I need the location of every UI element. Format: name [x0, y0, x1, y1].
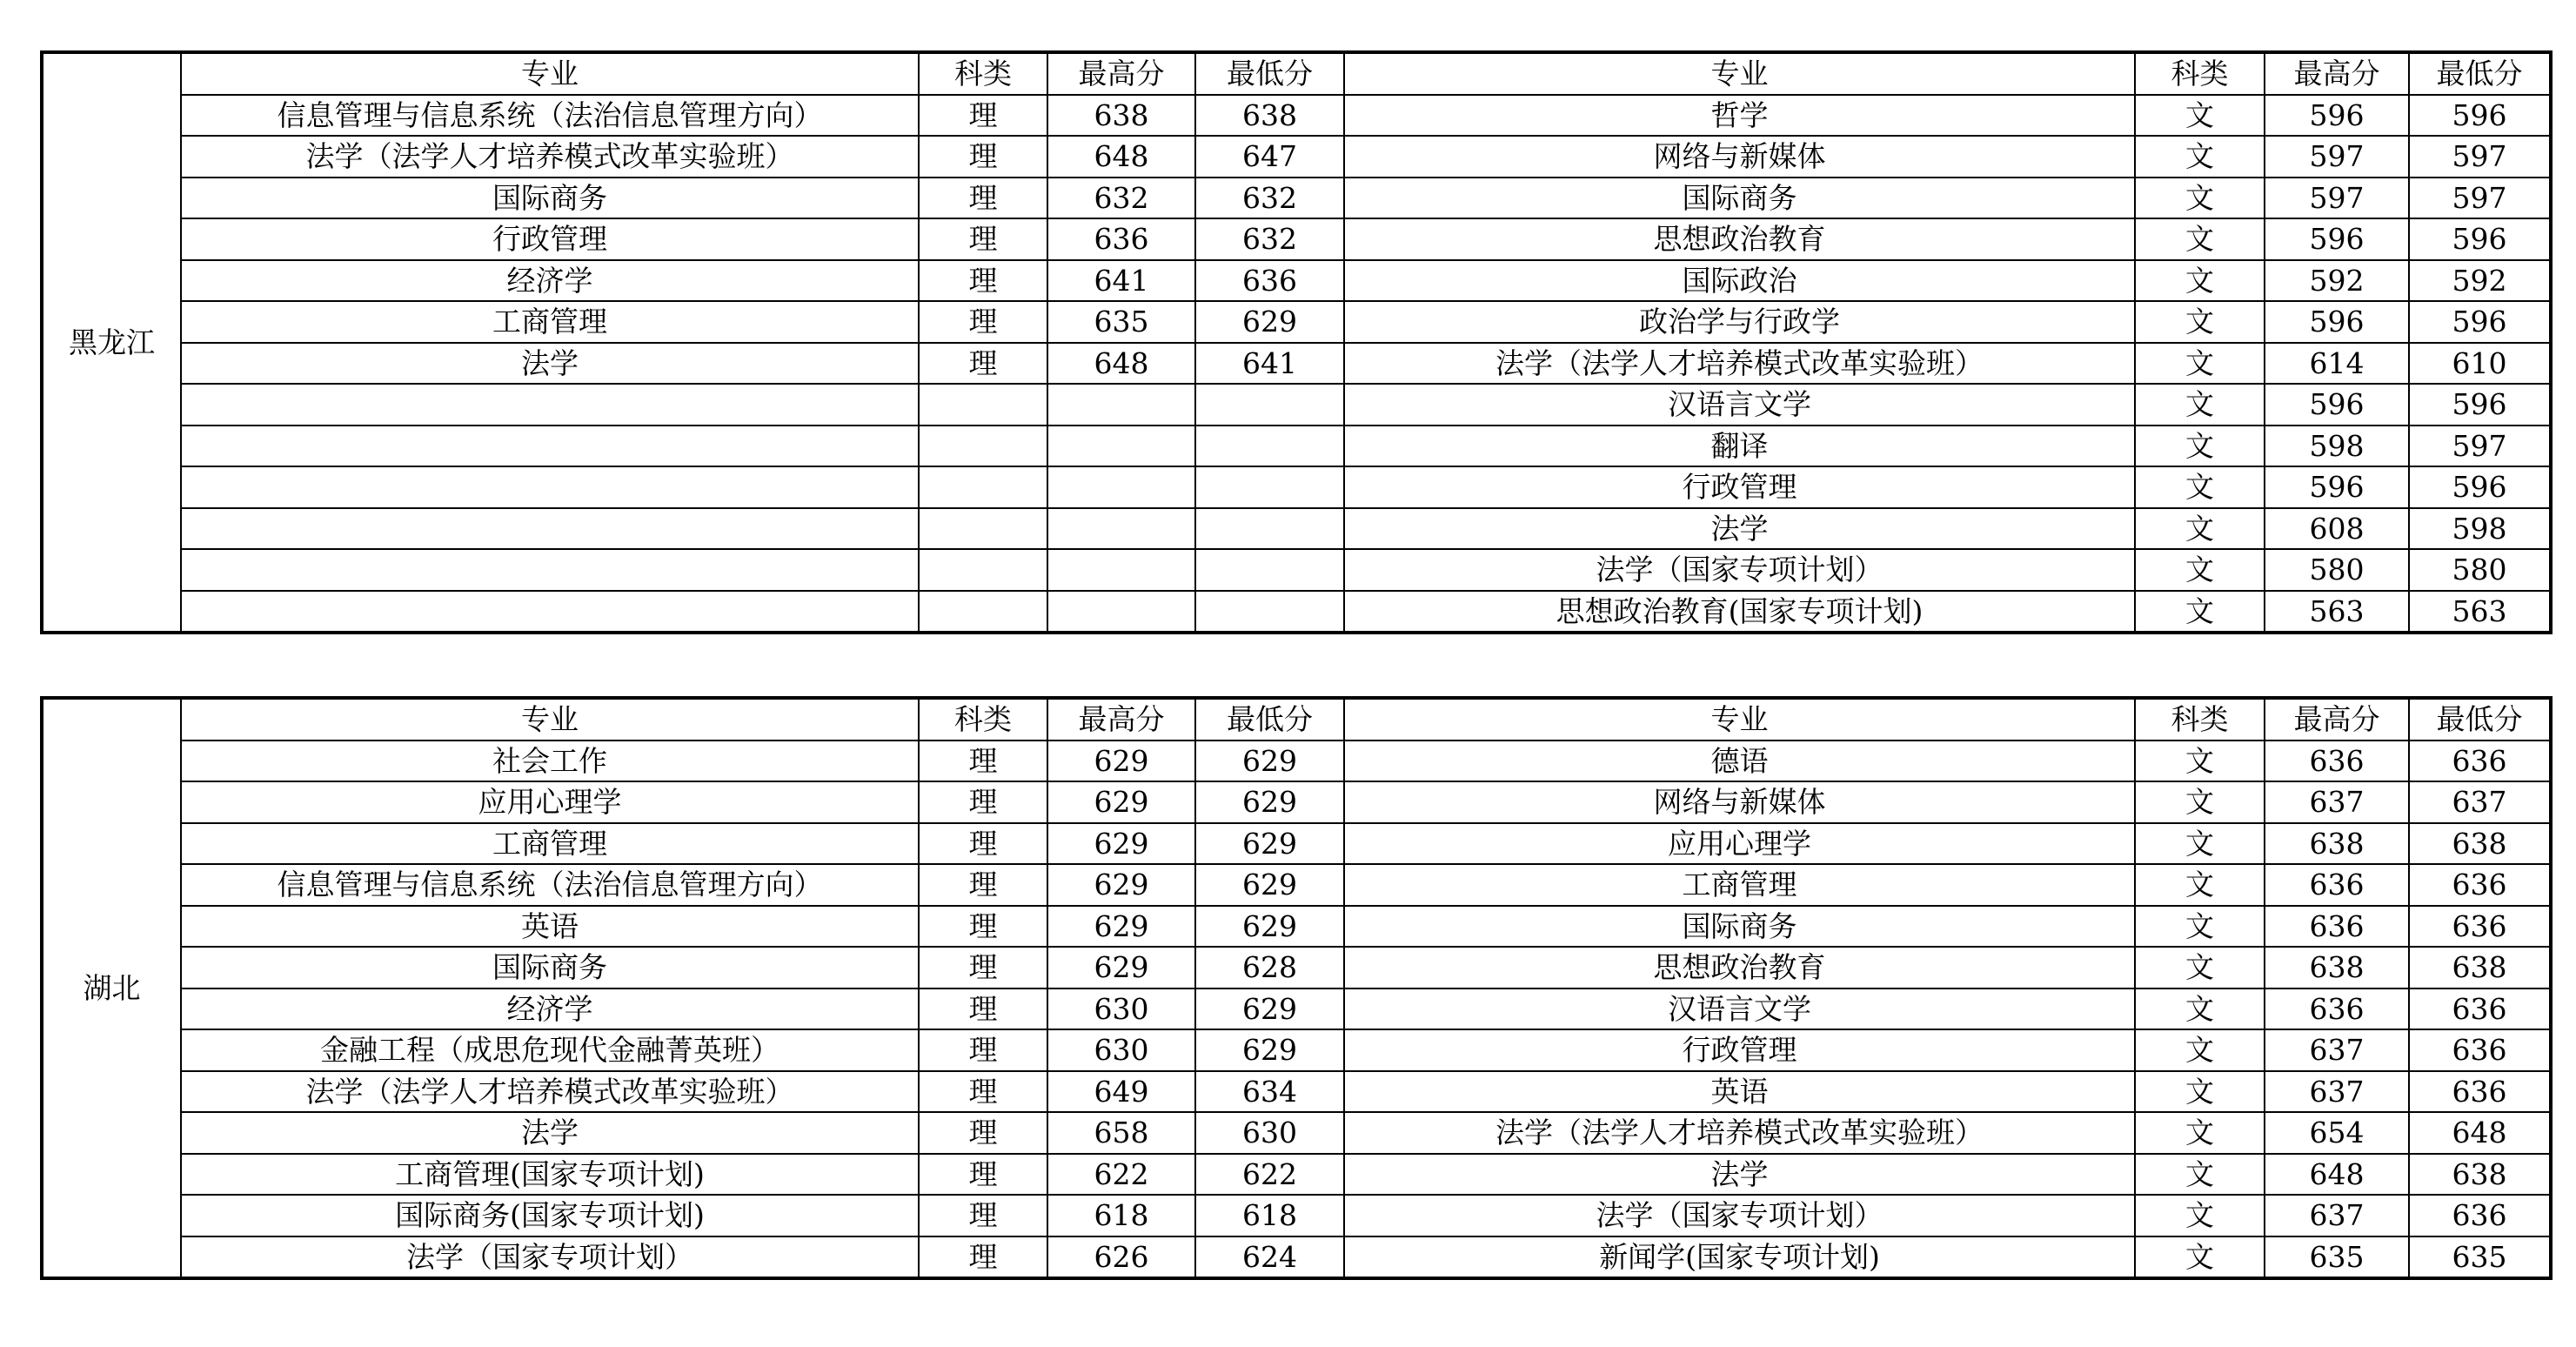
min-score-left-cell [1195, 466, 1344, 508]
max-score-left-cell: 629 [1047, 864, 1195, 906]
major-left-cell: 应用心理学 [181, 781, 919, 823]
major-right-cell: 法学（法学人才培养模式改革实验班） [1344, 343, 2135, 385]
table-row [42, 426, 2551, 467]
min-score-right-cell: 638 [2409, 823, 2551, 865]
table-row [42, 823, 2551, 865]
major-right-cell: 行政管理 [1344, 1029, 2135, 1071]
min-score-left-cell [1195, 426, 1344, 467]
major-right-cell: 政治学与行政学 [1344, 301, 2135, 343]
min-score-left-cell: 629 [1195, 301, 1344, 343]
max-score-left-cell: 629 [1047, 906, 1195, 948]
category-right-cell: 文 [2135, 947, 2265, 988]
min-score-left-cell: 634 [1195, 1071, 1344, 1113]
max-score-right-cell: 596 [2265, 301, 2409, 343]
max-score-left-cell [1047, 549, 1195, 591]
major-left-cell: 英语 [181, 906, 919, 948]
min-score-right-cell: 596 [2409, 95, 2551, 137]
max-score-left-cell: 635 [1047, 301, 1195, 343]
min-score-left-cell: 632 [1195, 178, 1344, 219]
max-score-right-cell: 648 [2265, 1154, 2409, 1196]
category-left-cell: 理 [919, 1236, 1047, 1279]
min-score-left-cell: 632 [1195, 218, 1344, 260]
header-min-score-right: 最低分 [2409, 698, 2551, 741]
max-score-left-cell: 648 [1047, 343, 1195, 385]
category-left-cell: 理 [919, 823, 1047, 865]
min-score-left-cell: 630 [1195, 1112, 1344, 1154]
table-row [42, 549, 2551, 591]
category-left-cell: 理 [919, 906, 1047, 948]
category-left-cell: 理 [919, 218, 1047, 260]
min-score-right-cell: 636 [2409, 906, 2551, 948]
category-left-cell: 理 [919, 1154, 1047, 1196]
major-left-cell: 法学（国家专项计划） [181, 1236, 919, 1279]
max-score-right-cell: 636 [2265, 741, 2409, 782]
major-right-cell: 思想政治教育(国家专项计划) [1344, 591, 2135, 633]
table-row [42, 1071, 2551, 1113]
max-score-left-cell [1047, 466, 1195, 508]
category-right-cell: 文 [2135, 741, 2265, 782]
max-score-left-cell: 641 [1047, 260, 1195, 302]
header-major-left: 专业 [181, 52, 919, 95]
min-score-right-cell: 563 [2409, 591, 2551, 633]
major-right-cell: 德语 [1344, 741, 2135, 782]
category-left-cell [919, 466, 1047, 508]
min-score-left-cell [1195, 591, 1344, 633]
table-row [42, 947, 2551, 988]
table-row [42, 1112, 2551, 1154]
category-right-cell: 文 [2135, 823, 2265, 865]
min-score-left-cell [1195, 549, 1344, 591]
category-left-cell: 理 [919, 260, 1047, 302]
header-max-score-left: 最高分 [1047, 698, 1195, 741]
category-right-cell: 文 [2135, 384, 2265, 426]
max-score-right-cell: 596 [2265, 95, 2409, 137]
table-row [42, 95, 2551, 137]
min-score-right-cell: 636 [2409, 1029, 2551, 1071]
category-left-cell: 理 [919, 741, 1047, 782]
header-max-score-right: 最高分 [2265, 52, 2409, 95]
table-row [42, 178, 2551, 219]
category-right-cell: 文 [2135, 1112, 2265, 1154]
major-right-cell: 英语 [1344, 1071, 2135, 1113]
category-right-cell: 文 [2135, 781, 2265, 823]
header-row [42, 698, 2551, 741]
header-min-score-left: 最低分 [1195, 52, 1344, 95]
min-score-right-cell: 596 [2409, 466, 2551, 508]
category-right-cell: 文 [2135, 988, 2265, 1030]
category-right-cell: 文 [2135, 260, 2265, 302]
max-score-right-cell: 592 [2265, 260, 2409, 302]
major-left-cell: 法学 [181, 343, 919, 385]
category-left-cell: 理 [919, 301, 1047, 343]
category-right-cell: 文 [2135, 343, 2265, 385]
max-score-left-cell: 629 [1047, 823, 1195, 865]
major-left-cell: 金融工程（成思危现代金融菁英班） [181, 1029, 919, 1071]
major-left-cell: 社会工作 [181, 741, 919, 782]
major-left-cell [181, 591, 919, 633]
category-left-cell: 理 [919, 988, 1047, 1030]
max-score-right-cell: 637 [2265, 1029, 2409, 1071]
max-score-right-cell: 638 [2265, 947, 2409, 988]
major-right-cell: 法学（国家专项计划） [1344, 549, 2135, 591]
score-table-heilongjiang [40, 50, 2553, 634]
category-right-cell: 文 [2135, 1236, 2265, 1279]
min-score-left-cell: 641 [1195, 343, 1344, 385]
category-right-cell: 文 [2135, 591, 2265, 633]
category-right-cell: 文 [2135, 218, 2265, 260]
max-score-left-cell [1047, 384, 1195, 426]
category-left-cell [919, 384, 1047, 426]
table-row [42, 1029, 2551, 1071]
major-right-cell: 应用心理学 [1344, 823, 2135, 865]
category-right-cell: 文 [2135, 508, 2265, 550]
major-left-cell: 国际商务(国家专项计划) [181, 1195, 919, 1236]
category-right-cell: 文 [2135, 864, 2265, 906]
max-score-right-cell: 636 [2265, 864, 2409, 906]
max-score-right-cell: 596 [2265, 218, 2409, 260]
min-score-left-cell: 618 [1195, 1195, 1344, 1236]
category-right-cell: 文 [2135, 1154, 2265, 1196]
min-score-left-cell: 629 [1195, 906, 1344, 948]
category-right-cell: 文 [2135, 136, 2265, 178]
major-left-cell: 国际商务 [181, 947, 919, 988]
max-score-left-cell: 658 [1047, 1112, 1195, 1154]
category-left-cell [919, 426, 1047, 467]
category-right-cell: 文 [2135, 549, 2265, 591]
table-row [42, 864, 2551, 906]
major-left-cell: 经济学 [181, 988, 919, 1030]
min-score-right-cell: 648 [2409, 1112, 2551, 1154]
header-row [42, 52, 2551, 95]
category-left-cell: 理 [919, 1195, 1047, 1236]
major-right-cell: 翻译 [1344, 426, 2135, 467]
major-left-cell [181, 384, 919, 426]
category-left-cell: 理 [919, 136, 1047, 178]
min-score-left-cell: 629 [1195, 781, 1344, 823]
category-left-cell: 理 [919, 781, 1047, 823]
min-score-left-cell [1195, 508, 1344, 550]
major-right-cell: 法学 [1344, 508, 2135, 550]
min-score-right-cell: 580 [2409, 549, 2551, 591]
major-right-cell: 国际商务 [1344, 178, 2135, 219]
header-max-score-right: 最高分 [2265, 698, 2409, 741]
major-left-cell [181, 426, 919, 467]
max-score-right-cell: 637 [2265, 1071, 2409, 1113]
max-score-left-cell: 636 [1047, 218, 1195, 260]
table-row [42, 218, 2551, 260]
table-row [42, 1236, 2551, 1279]
min-score-right-cell: 636 [2409, 741, 2551, 782]
min-score-right-cell: 610 [2409, 343, 2551, 385]
major-right-cell: 汉语言文学 [1344, 988, 2135, 1030]
major-right-cell: 法学 [1344, 1154, 2135, 1196]
category-right-cell: 文 [2135, 466, 2265, 508]
max-score-right-cell: 637 [2265, 781, 2409, 823]
max-score-left-cell: 630 [1047, 1029, 1195, 1071]
score-table-hubei [40, 696, 2553, 1280]
header-max-score-left: 最高分 [1047, 52, 1195, 95]
category-left-cell: 理 [919, 1112, 1047, 1154]
major-left-cell [181, 508, 919, 550]
category-right-cell: 文 [2135, 426, 2265, 467]
max-score-right-cell: 635 [2265, 1236, 2409, 1279]
major-right-cell: 国际政治 [1344, 260, 2135, 302]
min-score-left-cell: 647 [1195, 136, 1344, 178]
category-left-cell: 理 [919, 178, 1047, 219]
major-left-cell: 信息管理与信息系统（法治信息管理方向） [181, 95, 919, 137]
max-score-left-cell: 629 [1047, 947, 1195, 988]
max-score-left-cell [1047, 426, 1195, 467]
max-score-left-cell: 629 [1047, 781, 1195, 823]
min-score-left-cell: 628 [1195, 947, 1344, 988]
max-score-right-cell: 637 [2265, 1195, 2409, 1236]
min-score-right-cell: 636 [2409, 864, 2551, 906]
category-left-cell: 理 [919, 864, 1047, 906]
major-left-cell: 工商管理(国家专项计划) [181, 1154, 919, 1196]
category-left-cell [919, 549, 1047, 591]
category-right-cell: 文 [2135, 95, 2265, 137]
major-left-cell: 法学（法学人才培养模式改革实验班） [181, 1071, 919, 1113]
max-score-right-cell: 636 [2265, 988, 2409, 1030]
max-score-left-cell: 648 [1047, 136, 1195, 178]
min-score-right-cell: 597 [2409, 426, 2551, 467]
header-major-right: 专业 [1344, 52, 2135, 95]
category-right-cell: 文 [2135, 178, 2265, 219]
category-left-cell: 理 [919, 343, 1047, 385]
min-score-left-cell: 636 [1195, 260, 1344, 302]
max-score-left-cell: 629 [1047, 741, 1195, 782]
max-score-right-cell: 597 [2265, 178, 2409, 219]
table-row [42, 466, 2551, 508]
header-major-left: 专业 [181, 698, 919, 741]
table-row [42, 384, 2551, 426]
major-right-cell: 法学（国家专项计划） [1344, 1195, 2135, 1236]
min-score-left-cell [1195, 384, 1344, 426]
category-left-cell [919, 508, 1047, 550]
table-row [42, 1154, 2551, 1196]
header-category-right: 科类 [2135, 698, 2265, 741]
max-score-left-cell: 632 [1047, 178, 1195, 219]
max-score-right-cell: 654 [2265, 1112, 2409, 1154]
province-cell: 湖北 [42, 698, 181, 1278]
major-right-cell: 哲学 [1344, 95, 2135, 137]
header-category-right: 科类 [2135, 52, 2265, 95]
table-row [42, 301, 2551, 343]
table-row [42, 781, 2551, 823]
major-right-cell: 网络与新媒体 [1344, 781, 2135, 823]
major-right-cell: 新闻学(国家专项计划) [1344, 1236, 2135, 1279]
min-score-left-cell: 629 [1195, 864, 1344, 906]
min-score-left-cell: 622 [1195, 1154, 1344, 1196]
min-score-left-cell: 629 [1195, 1029, 1344, 1071]
major-right-cell: 汉语言文学 [1344, 384, 2135, 426]
category-left-cell: 理 [919, 95, 1047, 137]
major-left-cell: 法学（法学人才培养模式改革实验班） [181, 136, 919, 178]
min-score-left-cell: 638 [1195, 95, 1344, 137]
table-row [42, 591, 2551, 633]
min-score-right-cell: 596 [2409, 218, 2551, 260]
table-row [42, 260, 2551, 302]
max-score-left-cell [1047, 591, 1195, 633]
major-left-cell: 国际商务 [181, 178, 919, 219]
major-right-cell: 国际商务 [1344, 906, 2135, 948]
category-left-cell [919, 591, 1047, 633]
table-row [42, 988, 2551, 1030]
major-right-cell: 思想政治教育 [1344, 947, 2135, 988]
max-score-right-cell: 580 [2265, 549, 2409, 591]
major-right-cell: 思想政治教育 [1344, 218, 2135, 260]
header-major-right: 专业 [1344, 698, 2135, 741]
category-right-cell: 文 [2135, 1195, 2265, 1236]
major-left-cell: 工商管理 [181, 301, 919, 343]
table-row [42, 741, 2551, 782]
max-score-left-cell: 626 [1047, 1236, 1195, 1279]
max-score-left-cell: 618 [1047, 1195, 1195, 1236]
max-score-right-cell: 597 [2265, 136, 2409, 178]
category-left-cell: 理 [919, 947, 1047, 988]
category-left-cell: 理 [919, 1029, 1047, 1071]
max-score-right-cell: 596 [2265, 466, 2409, 508]
min-score-right-cell: 636 [2409, 988, 2551, 1030]
min-score-right-cell: 636 [2409, 1195, 2551, 1236]
province-cell: 黑龙江 [42, 52, 181, 633]
max-score-right-cell: 596 [2265, 384, 2409, 426]
table-row [42, 1195, 2551, 1236]
major-right-cell: 网络与新媒体 [1344, 136, 2135, 178]
min-score-right-cell: 596 [2409, 384, 2551, 426]
max-score-left-cell: 622 [1047, 1154, 1195, 1196]
table-row [42, 136, 2551, 178]
min-score-right-cell: 596 [2409, 301, 2551, 343]
min-score-right-cell: 635 [2409, 1236, 2551, 1279]
major-left-cell: 法学 [181, 1112, 919, 1154]
min-score-left-cell: 629 [1195, 988, 1344, 1030]
category-right-cell: 文 [2135, 906, 2265, 948]
table-row [42, 508, 2551, 550]
min-score-right-cell: 592 [2409, 260, 2551, 302]
category-right-cell: 文 [2135, 1029, 2265, 1071]
category-right-cell: 文 [2135, 301, 2265, 343]
header-category-left: 科类 [919, 698, 1047, 741]
min-score-right-cell: 636 [2409, 1071, 2551, 1113]
max-score-right-cell: 638 [2265, 823, 2409, 865]
major-left-cell [181, 549, 919, 591]
min-score-left-cell: 629 [1195, 741, 1344, 782]
major-left-cell: 信息管理与信息系统（法治信息管理方向） [181, 864, 919, 906]
min-score-right-cell: 637 [2409, 781, 2551, 823]
max-score-left-cell: 638 [1047, 95, 1195, 137]
category-left-cell: 理 [919, 1071, 1047, 1113]
min-score-left-cell: 629 [1195, 823, 1344, 865]
major-left-cell: 行政管理 [181, 218, 919, 260]
major-right-cell: 工商管理 [1344, 864, 2135, 906]
min-score-right-cell: 598 [2409, 508, 2551, 550]
header-min-score-left: 最低分 [1195, 698, 1344, 741]
max-score-left-cell: 649 [1047, 1071, 1195, 1113]
major-left-cell [181, 466, 919, 508]
max-score-left-cell [1047, 508, 1195, 550]
min-score-right-cell: 638 [2409, 947, 2551, 988]
major-left-cell: 经济学 [181, 260, 919, 302]
major-right-cell: 行政管理 [1344, 466, 2135, 508]
category-right-cell: 文 [2135, 1071, 2265, 1113]
min-score-left-cell: 624 [1195, 1236, 1344, 1279]
major-right-cell: 法学（法学人才培养模式改革实验班） [1344, 1112, 2135, 1154]
major-left-cell: 工商管理 [181, 823, 919, 865]
min-score-right-cell: 638 [2409, 1154, 2551, 1196]
header-category-left: 科类 [919, 52, 1047, 95]
min-score-right-cell: 597 [2409, 178, 2551, 219]
min-score-right-cell: 597 [2409, 136, 2551, 178]
max-score-right-cell: 608 [2265, 508, 2409, 550]
header-min-score-right: 最低分 [2409, 52, 2551, 95]
table-row [42, 343, 2551, 385]
max-score-right-cell: 598 [2265, 426, 2409, 467]
max-score-right-cell: 614 [2265, 343, 2409, 385]
max-score-right-cell: 563 [2265, 591, 2409, 633]
table-row [42, 906, 2551, 948]
max-score-right-cell: 636 [2265, 906, 2409, 948]
max-score-left-cell: 630 [1047, 988, 1195, 1030]
